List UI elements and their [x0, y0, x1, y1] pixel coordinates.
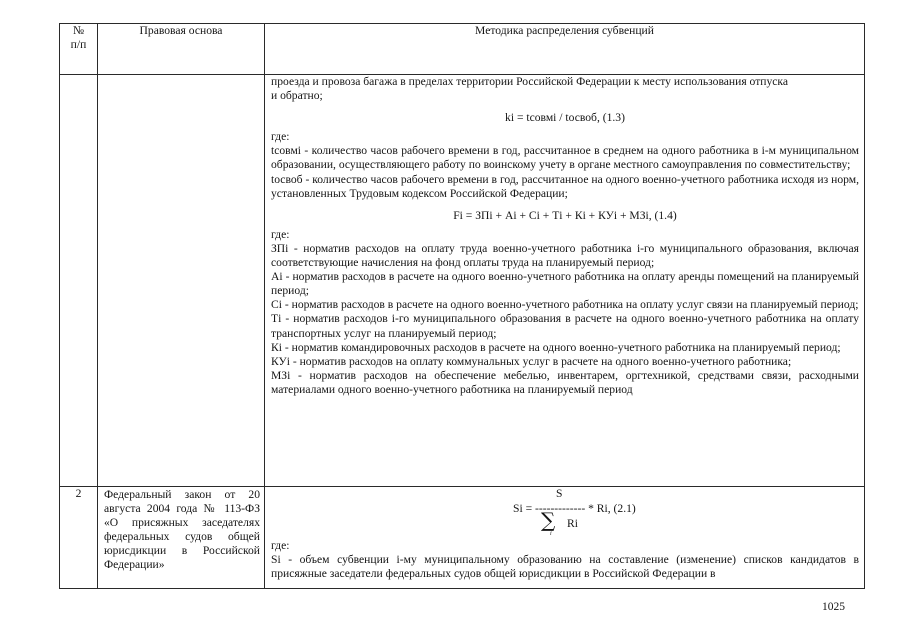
definition-zp: ЗПi - норматив расходов на оплату труда военно-учетного работника i-го муниципального образования, включая соответствующие начисления на фонд оплаты труда на планируемый период;	[271, 241, 859, 270]
formula-2-1	[271, 487, 859, 539]
row2-methodology	[265, 487, 865, 589]
formula-2-1-numerator: S	[556, 487, 563, 500]
definition-tsovm: tсовмi - количество часов рабочего времени в год, рассчитанное в среднем на одного работника в i-м муниципальном образовании, осуществляющего работу по воинскому учету в органе местного самоуправления по совместительству;	[271, 144, 859, 172]
header-num-text: № п/п	[70, 24, 87, 51]
row1-methodology	[265, 75, 865, 487]
table-header-row	[60, 24, 865, 75]
definition-t: Тi - норматив расходов i-го муниципального образования в расчете на одного военно-учетного работника на оплату транспортных услуг на планируемый период;	[271, 312, 859, 340]
formula-1-3: ki = tсовмi / tосвоб, (1.3)	[505, 111, 625, 125]
formula-2-1-index: i	[550, 531, 552, 537]
formula-2-1-line: Si = ------------- * Ri, (2.1)	[513, 502, 636, 515]
header-methodology: Методика распределения субвенций	[265, 24, 865, 75]
intro-line-1: проезда и провоза багажа в пределах территории Российской Федерации к месту использования отпуска	[271, 75, 789, 88]
table-row	[60, 487, 865, 589]
definition-ku: КУi - норматив расходов на оплату коммунальных услуг в расчете на одного военно-учетного работника;	[271, 354, 792, 368]
row2-legal-cell	[98, 487, 265, 589]
row2-legal: Федеральный закон от 20 августа 2004 года № 113-ФЗ «О присяжных заседателях федеральных судов общей юрисдикции в Российской Федерации»	[104, 488, 260, 572]
formula-2-1-denominator: Ri	[567, 517, 578, 530]
header-legal-basis: Правовая основа	[98, 24, 265, 75]
where-label-3: где:	[271, 539, 290, 552]
definition-a: Аi - норматив расходов в расчете на одного военно-учетного работника на оплату аренды помещений на планируемый период;	[271, 270, 859, 298]
definition-k: Кi - норматив командировочных расходов в расчете на одного военно-учетного работника на планируемый период;	[271, 340, 841, 354]
page-number: 1025	[822, 601, 845, 613]
header-num	[60, 24, 98, 75]
definition-si: Si - объем субвенции i-му муниципальному образованию на составление (изменение) списков кандидатов в присяжные заседатели федеральных судов общей юрисдикции в Российской Федерации в	[271, 553, 859, 581]
definition-c: Сi - норматив расходов в расчете на одного военно-учетного работника на оплату услуг связи на планируемый период;	[271, 298, 859, 312]
sum-sigma-icon: ∑	[541, 508, 556, 532]
where-label-2: где:	[271, 227, 290, 241]
intro-line-2: и обратно;	[271, 89, 323, 103]
where-label-1: где:	[271, 130, 290, 144]
row1-num	[60, 75, 98, 487]
definition-mz: МЗi - норматив расходов на обеспечение мебелью, инвентарем, оргтехникой, средствами связи, расходными материалами одного военно-учетного работника на планируемый период	[271, 368, 859, 396]
row2-num: 2	[60, 487, 98, 589]
formula-1-4: Fi = ЗПi + Аi + Сi + Тi + Кi + КУi + МЗi, (1.4)	[453, 208, 677, 222]
definition-tosvob: tосвоб - количество часов рабочего времени в год, рассчитанное на одного военно-учетного работника исходя из норм, установленных Трудовым кодексом Российской Федерации;	[271, 172, 859, 200]
row1-legal	[98, 75, 265, 487]
table-row	[60, 75, 865, 487]
methodology-table	[59, 23, 865, 589]
